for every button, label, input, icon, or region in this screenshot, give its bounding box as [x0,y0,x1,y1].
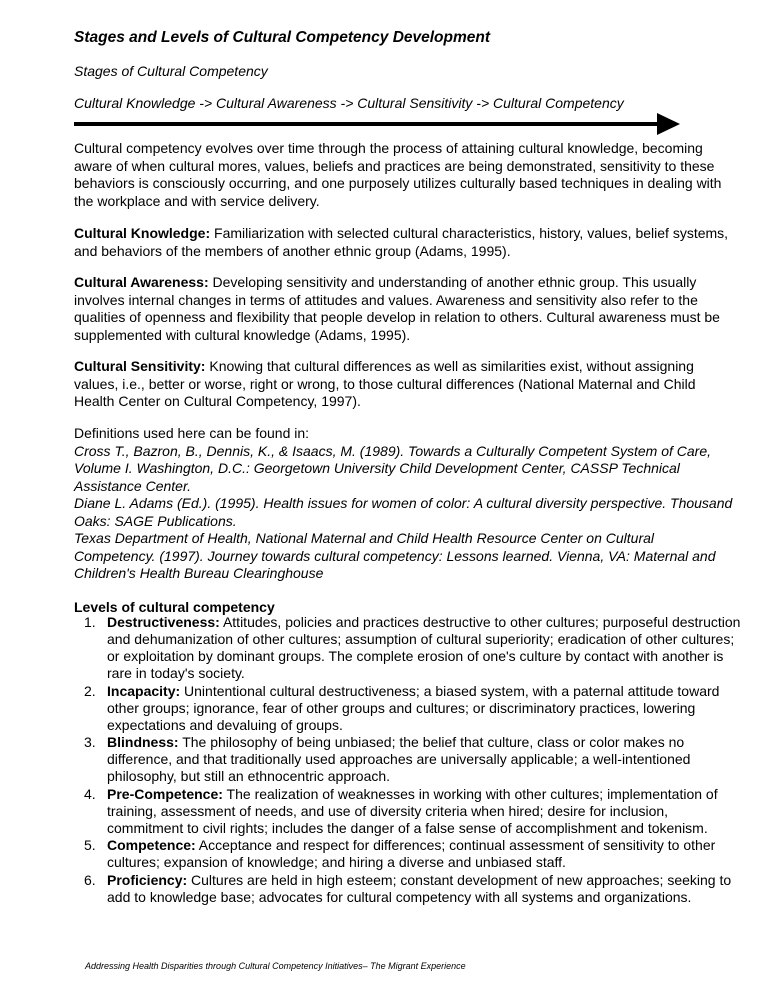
level-text: Cultures are held in high esteem; constant development of new approaches; seeking to add to knowledge base; advocates for cultural competency with all systems and organizations. [107,871,732,905]
list-number: 6. [84,871,96,888]
document-title: Stages and Levels of Cultural Competency Development [74,29,491,46]
level-term: Pre-Competence: [107,785,223,802]
level-term: Blindness: [107,734,179,750]
source-reference: Texas Department of Health, National Maternal and Child Health Resource Center on Cultural Competency. (1997). Journey towards cultural competency: Lessons learned. Vienna, VA: Maternal and Children's Health Bureau Clearinghouse [74,530,716,581]
level-text: Unintentional cultural destructiveness; a biased system, with a paternal attitude toward other groups; ignorance, fear of other groups and cultures; or discriminatory practices, lowering expectations and devaluing of groups. [107,682,720,733]
list-item [74,786,742,837]
definition-cultural-awareness [74,274,734,344]
stages-flow: Cultural Knowledge -> Cultural Awareness -> Cultural Sensitivity -> Cultural Competency [74,95,624,111]
definition-cultural-sensitivity [74,358,734,411]
definition-text: Developing sensitivity and understanding of another ethnic group. This usually involves internal changes in terms of attitudes and values. Awareness and sensitivity also refer to the qualities of openness and flexibility that people develop in relation to others. Cultural awareness must be supplemented with cultural knowledge (Adams, 1995). [74,274,720,343]
list-number: 2. [84,682,96,699]
level-text: Acceptance and respect for differences; continual assessment of sensitivity to other cultures; expansion of knowledge; and hiring a diverse and unbiased staff. [107,837,716,870]
definition-term: Cultural Knowledge: [74,225,211,241]
list-item [74,837,742,871]
list-item [74,614,742,682]
right-arrow-icon [74,112,680,136]
level-text: Attitudes, policies and practices destructive to other cultures; purposeful destruction and dehumanization of other cultures; assumption of cultural superiority; eradication of other cultures; or exploitation by dominant groups. The complete erosion of one's culture by contact with another is rare in today's society. [107,614,741,681]
list-number: 1. [84,614,96,630]
level-text: The realization of weaknesses in working with other cultures; implementation of training, assessment of needs, and use of diversity criteria when hired; desire for inclusion, commitment to civil rights; includes the danger of a false sense of accomplishment and tokenism. [107,785,718,836]
list-item [74,683,742,734]
list-number: 3. [84,734,96,750]
sources-intro: Definitions used here can be found in: [74,425,310,441]
list-item [74,872,742,906]
level-term: Incapacity: [107,682,181,699]
definition-text: Familiarization with selected cultural characteristics, history, values, belief systems, and behaviors of the members of another ethnic group (Adams, 1995). [74,225,729,259]
source-reference: Cross T., Bazron, B., Dennis, K., & Isaacs, M. (1989). Towards a Culturally Competent System of Care, Volume I. Washington, D.C.: Georgetown University Child Development Center, CASSP Technical Assistance Center. [74,442,711,494]
stages-heading: Stages of Cultural Competency [74,63,268,79]
level-term: Destructiveness: [107,614,220,630]
level-text: The philosophy of being unbiased; the belief that culture, class or color makes no difference, and that traditionally used approaches are universally applicable; a well-intentioned philosophy, but still an ethnocentric approach. [107,734,691,784]
levels-list [74,614,742,906]
list-number: 4. [84,785,96,802]
definition-text: Knowing that cultural differences as well as similarities exist, without assigning values, i.e., better or worse, right or wrong, to those cultural differences (National Maternal and Child Health Center on Cultural Competency, 1997). [74,358,696,409]
list-item [74,734,742,785]
level-term: Proficiency: [107,871,188,888]
list-number: 5. [84,837,96,853]
page-footer: Addressing Health Disparities through Cultural Competency Initiatives– The Migrant Experience [85,961,466,971]
definition-term: Cultural Awareness: [74,274,209,290]
definition-cultural-knowledge [74,225,734,260]
intro-paragraph: Cultural competency evolves over time through the process of attaining cultural knowledge, becoming aware of when cultural mores, values, beliefs and practices are being demonstrated, sensitivity to these behaviors is consciously occurring, and one purposely utilizes culturally based techniques in dealing with the workplace and with service delivery. [74,140,722,209]
level-term: Competence: [107,837,196,853]
definition-term: Cultural Sensitivity: [74,358,206,374]
sources-block [74,425,734,583]
source-reference: Diane L. Adams (Ed.). (1995). Health issues for women of color: A cultural diversity perspective. Thousand Oaks: SAGE Publications. [74,495,733,529]
levels-heading: Levels of cultural competency [74,599,275,615]
